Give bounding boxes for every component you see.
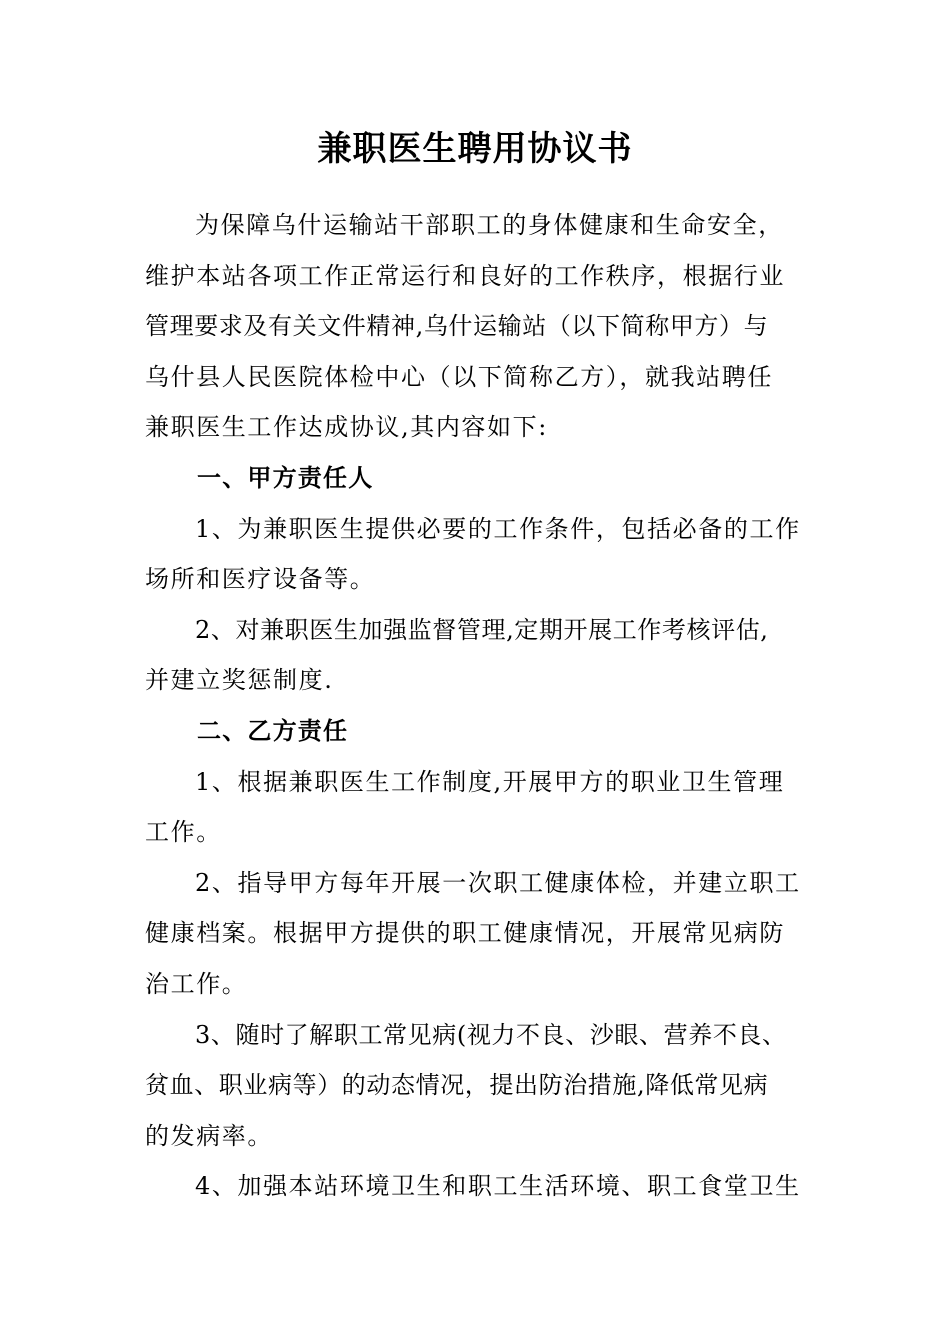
paragraph-line: 为保障乌什运输站干部职工的身体健康和生命安全， xyxy=(195,211,784,239)
list-item-line: 健康档案。根据甲方提供的职工健康情况，开展常见病防 xyxy=(145,919,785,948)
paragraph-line: 维护本站各项工作正常运行和良好的工作秩序，根据行业 xyxy=(145,261,785,290)
paragraph-line: 管理要求及有关文件精神,乌什运输站（以下简称甲方）与 xyxy=(145,312,769,341)
list-item-line: 2、对兼职医生加强监督管理,定期开展工作考核评估, xyxy=(195,615,769,644)
list-item-line: 贫血、职业病等）的动态情况，提出防治措施,降低常见病 xyxy=(145,1071,769,1100)
list-item-line: 2、指导甲方每年开展一次职工健康体检，并建立职工 xyxy=(195,868,801,897)
list-item-line: 场所和医疗设备等。 xyxy=(145,565,376,594)
list-item-line: 并建立奖惩制度. xyxy=(145,666,334,695)
document-title: 兼职医生聘用协议书 xyxy=(317,129,633,169)
list-item-line: 4、加强本站环境卫生和职工生活环境、职工食堂卫生 xyxy=(195,1172,801,1201)
section-heading: 二、乙方责任 xyxy=(197,716,349,745)
document-body xyxy=(145,200,810,1212)
list-item-line: 3、随时了解职工常见病(视力不良、沙眼、营养不良、 xyxy=(195,1020,787,1049)
list-item-line: 的发病率。 xyxy=(145,1121,273,1150)
list-item-line: 工作。 xyxy=(145,818,222,847)
paragraph-line: 兼职医生工作达成协议,其内容如下: xyxy=(145,413,548,442)
list-item-line: 治工作。 xyxy=(145,969,248,998)
paragraph-line: 乌什县人民医院体检中心（以下简称乙方），就我站聘任 xyxy=(145,362,773,391)
list-item-line: 1、为兼职医生提供必要的工作条件，包括必备的工作 xyxy=(195,514,801,543)
section-heading: 一、甲方责任人 xyxy=(197,463,374,492)
list-item-line: 1、根据兼职医生工作制度,开展甲方的职业卫生管理 xyxy=(195,767,785,796)
